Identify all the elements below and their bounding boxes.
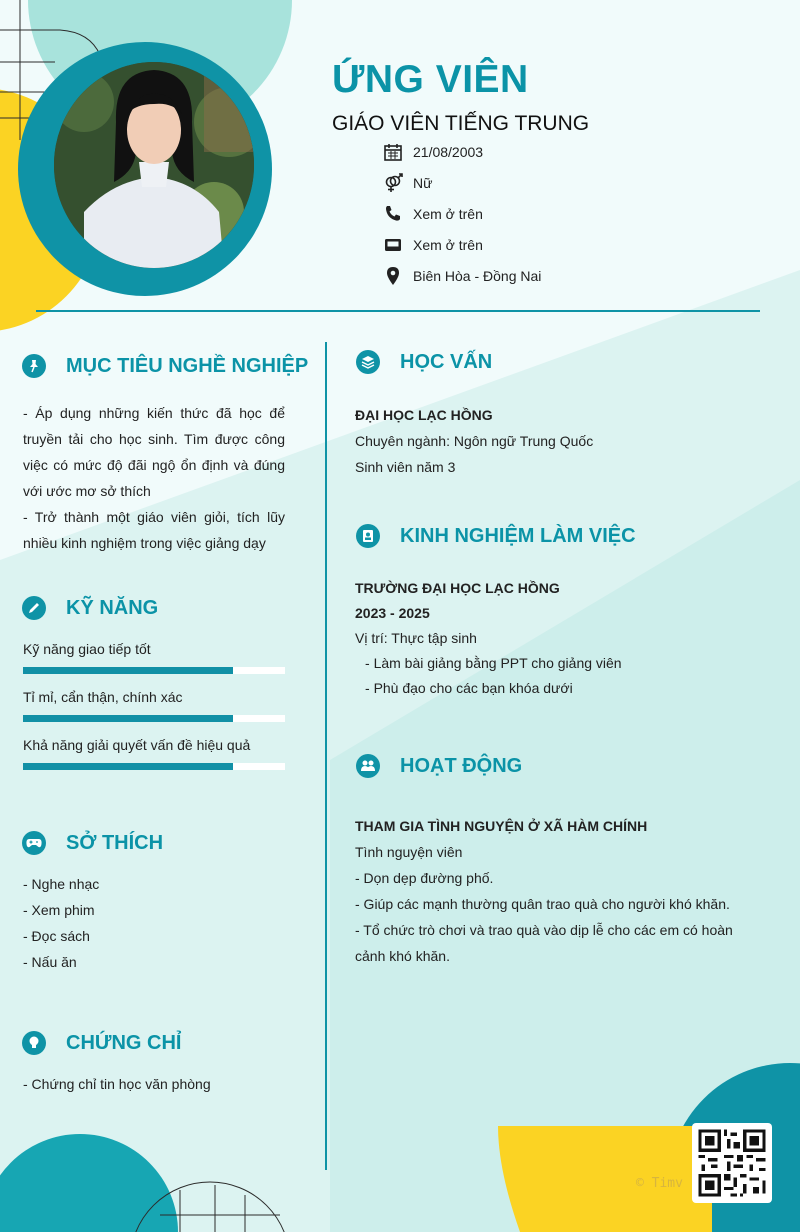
info-birthdate [383,141,483,163]
certificates-heading: CHỨNG CHỈ [22,1031,181,1055]
gender-icon [383,173,403,193]
profile-photo [54,62,254,268]
objective-heading: MỤC TIÊU NGHỀ NGHIỆP [22,354,308,378]
experience-org: TRƯỜNG ĐẠI HỌC LẠC HỒNG [355,580,560,596]
activities-title: THAM GIA TÌNH NGUYỆN Ở XÃ HÀM CHÍNH [355,818,648,834]
list-item: - Giúp các mạnh thường quân trao quà cho người khó khăn. [355,896,730,912]
education-major: Chuyên ngành: Ngôn ngữ Trung Quốc [355,433,594,449]
birthdate-value: 21/08/2003 [413,144,484,160]
candidate-name: ỨNG VIÊN [332,58,529,101]
skill-bar-fill [23,667,233,674]
skill-bar [23,715,285,722]
education-year: Sinh viên năm 3 [355,459,456,475]
objective-line: - Trở thành một giáo viên giỏi, tích lũy nhiều kinh nghiệm trong việc giảng dạy [23,509,285,551]
phone-value: Xem ở trên [413,206,483,222]
education-school: ĐẠI HỌC LẠC HỒNG [355,407,493,423]
skill-bar-fill [23,763,233,770]
education-heading: HỌC VẤN [356,350,492,374]
experience-heading: KINH NGHIỆM LÀM VIỆC [356,524,636,548]
education-text [355,402,593,480]
job-title: GIÁO VIÊN TIẾNG TRUNG [332,112,590,135]
calendar-icon [383,142,403,162]
info-gender [383,172,432,194]
list-item: - Làm bài giảng bằng PPT cho giảng viên [365,655,622,671]
id-card-icon [356,524,380,548]
phone-icon [383,204,403,224]
list-item: - Chứng chỉ tin học văn phòng [23,1076,211,1092]
list-item: - Tổ chức trò chơi và trao quà vào dịp lễ cho các em có hoàn cảnh khó khăn. [355,922,733,964]
experience-position: Vị trí: Thực tập sinh [355,630,477,646]
skills-heading: KỸ NĂNG [22,596,158,620]
certificates-list [23,1071,211,1097]
skill-label: Kỹ năng giao tiếp tốt [23,641,151,657]
people-icon [356,754,380,778]
watermark: © Timv [636,1176,683,1191]
column-divider [325,342,327,1170]
info-email [383,234,483,256]
skill-bar-fill [23,715,233,722]
skill-bar [23,667,285,674]
objective-text [23,400,285,556]
gender-value: Nữ [413,175,433,191]
email-value: Xem ở trên [413,237,483,253]
list-item: - Dọn dẹp đường phố. [355,870,494,886]
skill-label: Khả năng giải quyết vấn đề hiệu quả [23,737,251,753]
email-icon [383,235,403,255]
list-item: - Đọc sách [23,928,90,944]
skill-label: Tỉ mỉ, cẩn thận, chính xác [23,689,183,705]
skill-bar [23,763,285,770]
location-pin-icon [383,266,403,286]
list-item: - Xem phim [23,902,95,918]
activities-text [355,813,745,969]
experience-text [355,576,622,701]
header-divider [36,310,760,312]
hobbies-heading: SỞ THÍCH [22,831,163,855]
pin-icon [22,354,46,378]
list-item: - Phù đạo cho các bạn khóa dưới [365,680,573,696]
lightbulb-icon [22,1031,46,1055]
list-item: - Nghe nhạc [23,876,100,892]
objective-line: - Áp dụng những kiến thức đã học để truyền tải cho học sinh. Tìm được công việc có mức độ đãi ngộ ổn định và đúng với ước mơ sở thích [23,405,285,499]
qr-code[interactable] [692,1123,772,1203]
list-item: - Nấu ăn [23,954,77,970]
activities-role: Tình nguyện viên [355,844,463,860]
activities-heading: HOẠT ĐỘNG [356,754,522,778]
gamepad-icon [22,831,46,855]
experience-period: 2023 - 2025 [355,605,430,621]
address-value: Biên Hòa - Đồng Nai [413,268,542,284]
pencil-icon [22,596,46,620]
info-address [383,265,541,287]
info-phone [383,203,483,225]
hobbies-list [23,871,99,975]
layers-icon [356,350,380,374]
